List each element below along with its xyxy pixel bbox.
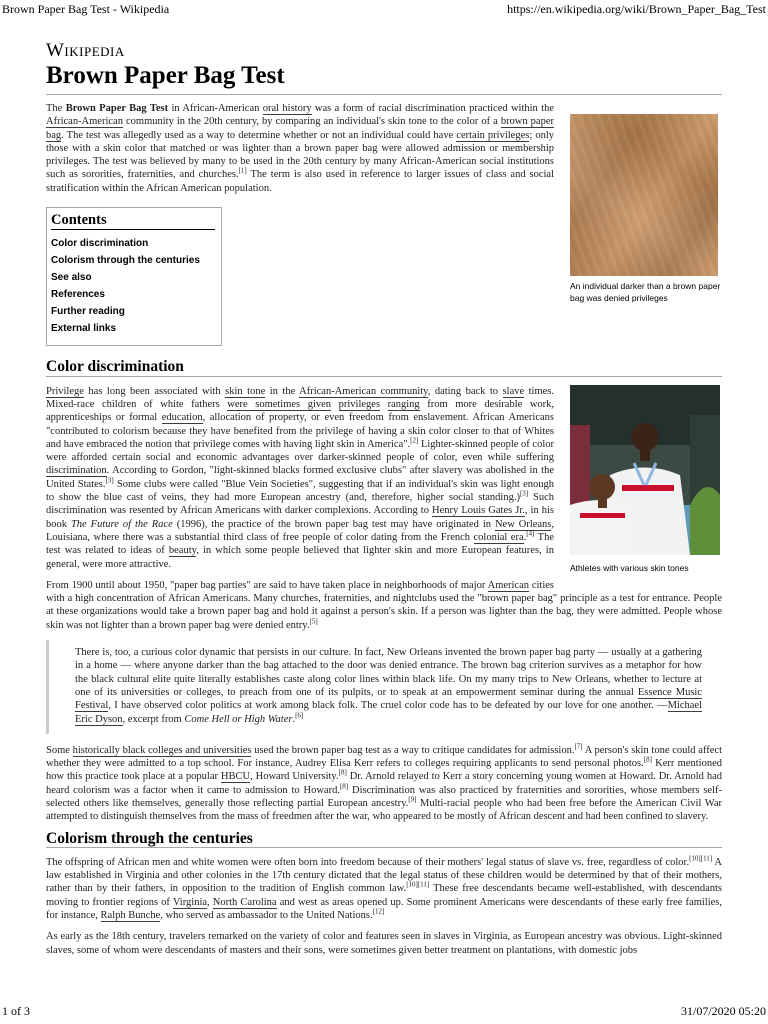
citation-3[interactable]: [3] [105, 476, 114, 485]
section1-paragraph-1: Privilege has long been associated with skin tone in the African-American community, dating back to slave times. Mixed-race children of white fathers were sometimes given privileges ranging from more desirable work, apprenticeships or formal education, allocation of property, or even freedom from enslavement. African Americans "contributed to colorism because they have benefited from the privilege of having a skin color closer to that of Whites and have embraced the notion that privilege comes with having light skin in America".[2] Lighter-skinned people of color were afforded certain social and economic advantages over darker-skinned people of color, even while suffering discrimination. According to Gordon, "light-skinned blacks formed exclusive clubs" after slavery was abolished in the United States.[3] Some clubs were called "Blue Vein Societies", suggesting that if an individual's skin was light enough to show the blue cast of veins, they had more European ancestry (and, therefore, higher social standing.)[3] Such discrimination was resented by African Americans with darker complexions. According to Henry Louis Gates Jr., in his book The Future of the Race (1996), the practice of the brown paper bag test may have originated in New Orleans, Louisiana, where there was a substantial third class of free people of color dating from the French colonial era.[4] The test was related to ideas of beauty, in which some people believed that lighter skin and more European features, in general, were more attractive. [46, 385, 555, 570]
citation-6[interactable]: [6] [295, 711, 304, 719]
image1-thumb [570, 114, 722, 304]
citation-5[interactable]: [5] [309, 617, 318, 626]
citation-10-11[interactable]: [10][11] [689, 854, 713, 863]
athletes-photo[interactable] [570, 385, 720, 555]
link-virginia[interactable]: Virginia [172, 896, 208, 908]
print-header-url[interactable]: https://en.wikipedia.org/wiki/Brown_Paper_Bag_Test [507, 2, 766, 16]
toc-item-references[interactable]: References [51, 289, 105, 301]
section2-paragraph-1: The offspring of African men and white women were often born into freedom because of their mothers' legal status of slave vs. free, regardless of color.[10][11] A law established in Virginia and other colonies in the 17th century dictated that the legal status of these children would be determined by that of their mothers, rather than by their fathers, in opposition to the tradition of English common law.[10][11] These free descendants became well-established, with descendants moving to frontier regions of Virginia, North Carolina and west as areas opened up. Some prominent Americans were descendants of these early free families, for instance, Ralph Bunche, who served as ambassador to the United Nations.[12] [46, 854, 723, 922]
section1-paragraph-2: From 1900 until about 1950, "paper bag parties" are said to have taken place in neighborhoods of major American cities with a high concentration of African Americans. Many churches, fraternities, and nightclubs used the "brown paper bag" principle as a test for entrance. People at these organizations would take a brown paper bag and hold it against a person's skin. If a person was lighter than the bag, they were admitted. People whose skin was not lighter than a brown paper bag were denied entry.[5] [46, 579, 722, 631]
link-education[interactable]: education [161, 412, 203, 424]
link-discrimination[interactable]: discrimination [46, 465, 107, 477]
citation-3b[interactable]: [3] [519, 489, 529, 498]
link-new-orleans[interactable]: New Orleans [494, 518, 552, 530]
citation-1[interactable]: [1] [238, 166, 247, 175]
link-privilege[interactable]: Privilege [46, 385, 84, 397]
brown-paper-bag-image[interactable] [570, 114, 718, 276]
citation-2[interactable]: [2] [410, 436, 419, 445]
citation-8b[interactable]: [8] [338, 768, 347, 777]
citation-7[interactable]: [7] [574, 742, 583, 751]
link-brown-paper-bag[interactable]: brown paper bag [46, 116, 554, 141]
image2-thumb [570, 385, 722, 574]
link-african-american[interactable]: African-American [46, 116, 123, 128]
link-skin-tone[interactable]: skin tone [225, 385, 266, 397]
article-content [46, 102, 722, 965]
citation-12[interactable]: [12] [372, 907, 385, 916]
toc-item-further-reading[interactable]: Further reading [51, 306, 125, 318]
page-counter: 1 of 3 [2, 1004, 30, 1018]
section-heading-colorism: Colorism through the centuries [46, 832, 722, 848]
section-heading-color-discrimination: Color discrimination [46, 360, 722, 376]
image2-caption: Athletes with various skin tones [570, 562, 689, 573]
link-essence-music-festival[interactable]: Essence Music Festival [75, 686, 702, 712]
dyson-quote: There is, too, a curious color dynamic that persists in our culture. In fact, New Orleans invented the brown paper bag party — usually at a gathering in a home — where anyone darker than the bag attached to the door was denied entrance. The brown bag criterion survives as a metaphor for how the black cultural elite quite literally establishes caste along color lines within black life. On my many trips to New Orleans, whether to lecture at one of its universities or colleges, to preach from one of its pulpits, or to speak at an empowerment seminar during the annual Essence Music Festival, I have observed color politics at work among black folk. The cruel color code has to be defeated by our love for one another. —Michael Eric Dyson, excerpt from Come Hell or High Water.[6] [46, 640, 722, 734]
term-bold: Brown Paper Bag Test [65, 103, 169, 114]
link-henry-louis-gates[interactable]: Henry Louis Gates Jr. [432, 505, 525, 517]
print-header-title: Brown Paper Bag Test - Wikipedia [2, 2, 170, 16]
link-hbcu[interactable]: HBCU [220, 771, 251, 783]
print-header [2, 2, 766, 18]
link-were-sometimes-given[interactable]: were sometimes given [227, 398, 332, 410]
intro-paragraph: The Brown Paper Bag Test in African-American oral history was a form of racial discrimination practiced within the African-American community in the 20th century, by comparing an individual's skin tone to the color of a brown paper bag. The test was allegedly used as a way to determine whether or not an individual could have certain privileges; only those with a skin color that matched or was lighter than a brown paper bag were allowed admission or membership privileges. The test was believed by many to be used in the 20th century by many African-American social institutions such as sororities, fraternities, and churches.[1] The term is also used in reference to larger issues of class and social stratification within the African American population. [46, 103, 554, 194]
citation-10-11b[interactable]: [10][11] [406, 880, 430, 889]
link-oral-history[interactable]: oral history [262, 103, 312, 114]
section1-paragraph-3: Some historically black colleges and universities used the brown paper bag test as a way to critique candidates for admission.[7] A person's skin tone could affect whether they were admitted to a top school. For instance, Audrey Elisa Kerr refers to colleges requiring applicants to send personal photos.[8] Kerr mentioned how this practice took place at a popular HBCU, Howard University.[8] Dr. Arnold relayed to Kerr a story concerning young women at Howard. Dr. Arnold had heard colorism was a factor when it came to admission to Howard.[8] Discrimination was also practiced by fraternities and sororities, whose members self-selected others like themselves, generally those reflecting partial European ancestry.[9] Multi-racial people who had been free before the American Civil War attempted to distinguish themselves from the mass of freedmen after the war, who appeared to be mostly of African descent and had been confined to slavery. [46, 742, 722, 823]
link-ralph-bunche[interactable]: Ralph Bunche [100, 910, 161, 922]
section2-paragraph-2: As early as the 18th century, travelers remarked on the variety of color and features seen in slaves in Virginia, as European ancestry was obvious. Light-skinned slaves, some of whom were descendants of masters and their sons, were sometimes given better treatment on plantations, with domestic jobs [46, 931, 722, 956]
citation-8c[interactable]: [8] [339, 782, 349, 791]
link-privileges[interactable]: privileges [338, 398, 381, 410]
book-title-future-of-race: The Future of the Race [70, 518, 173, 530]
link-certain-privileges[interactable]: certain privileges [456, 129, 530, 141]
link-north-carolina[interactable]: North Carolina [212, 896, 277, 908]
link-colonial-era[interactable]: colonial era [473, 531, 524, 543]
toc-item-external-links[interactable]: External links [51, 323, 117, 335]
citation-8[interactable]: [8] [643, 755, 652, 764]
link-hbcu-full[interactable]: historically black colleges and universities [72, 744, 252, 756]
image1-caption: An individual darker than a brown paper bag was denied privileges [570, 281, 721, 303]
citation-9[interactable]: [9] [408, 795, 417, 804]
link-ranging[interactable]: ranging [387, 398, 420, 410]
wikipedia-logo[interactable]: Wikipedia [46, 40, 125, 61]
citation-4[interactable]: [4] [526, 529, 535, 538]
print-footer [2, 1004, 766, 1020]
book-title-come-hell: Come Hell or High Water [184, 713, 293, 725]
print-timestamp: 31/07/2020 05:20 [680, 1004, 766, 1018]
page-title: Brown Paper Bag Test [46, 62, 722, 95]
link-american[interactable]: American [487, 579, 530, 591]
toc-item-colorism[interactable]: Colorism through the centuries [51, 255, 200, 267]
toc-item-color-discrimination[interactable]: Color discrimination [51, 238, 149, 250]
link-slave[interactable]: slave [502, 385, 525, 397]
table-of-contents [46, 207, 222, 346]
link-michael-eric-dyson[interactable]: Michael Eric Dyson [75, 700, 702, 725]
toc-title: Contents [51, 214, 215, 230]
link-beauty[interactable]: beauty [168, 545, 197, 557]
toc-item-see-also[interactable]: See also [51, 272, 92, 284]
link-african-american-community[interactable]: African-American community [299, 385, 428, 397]
